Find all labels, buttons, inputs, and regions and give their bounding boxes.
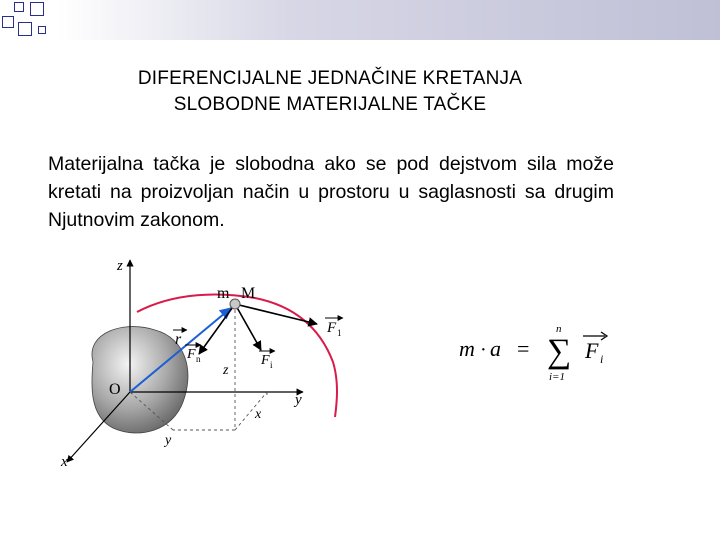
label-proj-x: x (255, 407, 262, 422)
label-proj-y: y (165, 433, 172, 448)
label-force-1 (325, 318, 343, 338)
label-axis-x: x (61, 454, 68, 470)
label-proj-z: z (223, 363, 229, 378)
formula-equals: = (517, 336, 530, 361)
formula-F-sub: i (600, 352, 604, 366)
label-force-i-sub: i (270, 360, 273, 370)
square-1 (14, 2, 24, 12)
formula-sum-bottom: i=1 (549, 371, 565, 383)
body-blob (92, 327, 188, 433)
slide-body-text: Materijalna tačka je slobodna ako se pod dejstvom sila može kretati na proizvoljan način u prostoru u saglasnosti sa drugim Njutnovim zakonom. (48, 153, 614, 231)
label-mass: m (217, 285, 230, 302)
header-band (0, 0, 720, 40)
label-force-i (259, 351, 275, 370)
label-origin: O (109, 381, 121, 398)
square-2 (30, 2, 44, 16)
force-vector-i (235, 304, 261, 350)
formula-sum: ∑ (547, 333, 572, 370)
decorative-squares (0, 0, 60, 48)
label-force-n-text: F (187, 347, 196, 362)
force-vector-1 (235, 304, 317, 324)
formula-a: a (490, 336, 501, 361)
formula-dot: · (480, 339, 487, 361)
formula-F: F (585, 338, 599, 363)
title-line-1: DIFERENCIJALNE JEDNAČINE KRETANJA (137, 68, 523, 89)
label-axis-y: y (295, 392, 302, 408)
label-force-n (185, 345, 201, 364)
motion-diagram (55, 252, 355, 477)
formula-m: m (459, 336, 475, 361)
label-force-n-sub: n (196, 354, 201, 364)
square-5 (38, 26, 46, 34)
newton-formula (455, 322, 625, 386)
label-force-i-text: F (261, 353, 270, 368)
label-force-1-sub: 1 (337, 328, 342, 338)
label-force-1-text: F (327, 320, 337, 336)
formula-sum-top: n (556, 323, 562, 335)
label-radius-text: r (175, 331, 182, 348)
label-axis-z: z (117, 258, 123, 274)
square-3 (2, 16, 14, 28)
point-m (230, 299, 240, 309)
label-point: M (241, 285, 256, 302)
square-4 (18, 22, 32, 36)
slide-title (70, 66, 590, 118)
title-line-2: SLOBODNE MATERIJALNE TAČKE (173, 94, 487, 115)
